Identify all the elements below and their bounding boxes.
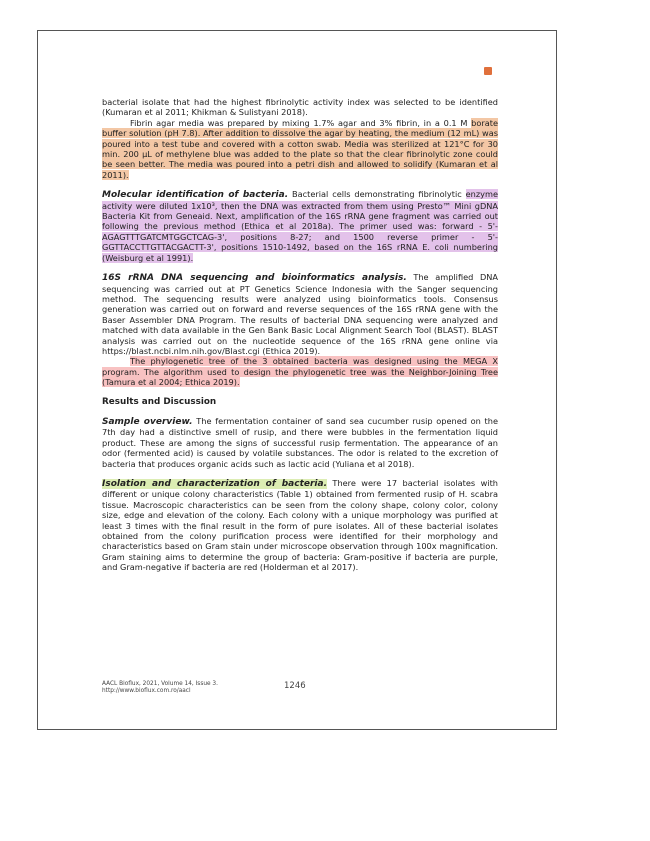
- heading-isolation[interactable]: Isolation and characterization of bacteria.: [102, 479, 328, 489]
- heading-molecular-identification: Molecular identification of bacteria.: [102, 190, 289, 201]
- annotation-marker[interactable]: [484, 67, 492, 75]
- sample-overview-text: The fermentation container of sand sea cucumber rusip opened on the 7th day had a distinctive smell of rusip, and there were bubbles in the fermentation liquid product. These are among the signs of successful rusip fermentation. The appearance of an odor (fermented acid) is caused by volatile substances. The odor is related to the excretion of bacteria that produces organic acids such as lactic acid (Yuliana et al 2018).: [102, 415, 498, 469]
- heading-sequencing: 16S rRNA DNA sequencing and bioinformatics analysis.: [102, 273, 407, 284]
- phylogenetic-highlight[interactable]: The phylogenetic tree of the 3 obtained bacteria was designed using the MEGA X program. The algorithm used to design the phylogenetic tree was the Neighbor-Joining Tree (Tamura et al 2004; Ethica 2019).: [102, 356, 498, 388]
- paragraph-molecular-identification: [102, 189, 498, 263]
- paragraph-sample-overview: [102, 416, 498, 469]
- paragraph-fibrin-agar: [102, 118, 498, 180]
- document-page: [37, 30, 557, 730]
- fibrin-agar-text-a: Fibrin agar media was prepared by mixing 1.7% agar and 3% fibrin, in a 0.1 M: [130, 117, 468, 128]
- paragraph-phylogenetic: [102, 356, 498, 387]
- fibrin-agar-highlight[interactable]: borate buffer solution (pH 7.8). After addition to dissolve the agar by heating, the medium (12 mL) was poured into a test tube and covered with a cotton swab. Media was sterilized at 121°C for 30 min. 200 μL of methylene blue was added to the plate so that the clear fibrinolytic zone could be seen better. The media was poured into a petri dish and allowed to solidify (Kumaran et al 2011).: [102, 117, 498, 180]
- molecular-highlight[interactable]: enzyme activity were diluted 1x10³, then the DNA was extracted from them using Presto™ Mini gDNA Bacteria Kit from Geneaid. Next, amplification of the 16S rRNA gene fragment was carried out following the previous method (Ethica et al 2018a). The primer used was: forward - 5'-AGAGTTTGATCMTGGCTCAG-3', positions 8-27; and 1500 reverse primer - 5'-GGTTACCTTGTTACGACTT-3', positions 1510-1492, based on the 16S rRNA E. coli numbering (Weisburg et al 1991).: [102, 189, 498, 263]
- paragraph-intro: bacterial isolate that had the highest fibrinolytic activity index was selected to be identified (Kumaran et al 2011; Khikman & Sulistyani 2018).: [102, 97, 498, 118]
- paragraph-isolation: [102, 478, 498, 573]
- molecular-text-a: Bacterial cells demonstrating fibrinolytic: [288, 189, 462, 200]
- journal-footer: [102, 681, 218, 696]
- heading-sample-overview: Sample overview.: [102, 416, 193, 427]
- page-body: [102, 97, 498, 573]
- section-heading-results: Results and Discussion: [102, 396, 217, 407]
- sequencing-text: The amplified DNA sequencing was carried out at PT Genetics Science Indonesia with the Sanger sequencing method. The sequencing results were analyzed using bioinformatics tools. Consensus generation was carried out on forward and reverse sequences of the 16S rRNA gene with the Baser Assembler DNA Program. The results of bacterial DNA sequencing were analyzed and matched with data available in the Gen Bank Basic Local Alignment Search Tool (BLAST). BLAST analysis was carried out on the nucleotide sequence of the 16S rRNA gene online via https://blast.ncbi.nlm.nih.gov/Blast.cgi (Ethica 2019).: [102, 272, 498, 356]
- footer-citation: AACL Bioflux, 2021, Volume 14, Issue 3.: [102, 681, 218, 687]
- paragraph-sequencing: [102, 272, 498, 356]
- page-number: 1246: [284, 681, 306, 691]
- footer-url: http://www.bioflux.com.ro/aacl: [102, 688, 191, 695]
- isolation-text: There were 17 bacterial isolates with different or unique colony characteristics (Table 1) obtained from fermented rusip of H. scabra tissue. Macroscopic characteristics can be seen from the colony shape, colony color, colony size, edge and elevation of the colony. Each colony with a unique morphology was purified at least 3 times with the final result in the form of pure isolates. All of these bacterial isolates obtained from the colony purification process were identified for their morphology and characteristics based on Gram stain under microscope observation through 100x magnification. Gram staining aims to determine the group of bacteria: Gram-positive if bacteria are purple, and Gram-negative if bacteria are red (Holderman et al 2017).: [102, 478, 498, 573]
